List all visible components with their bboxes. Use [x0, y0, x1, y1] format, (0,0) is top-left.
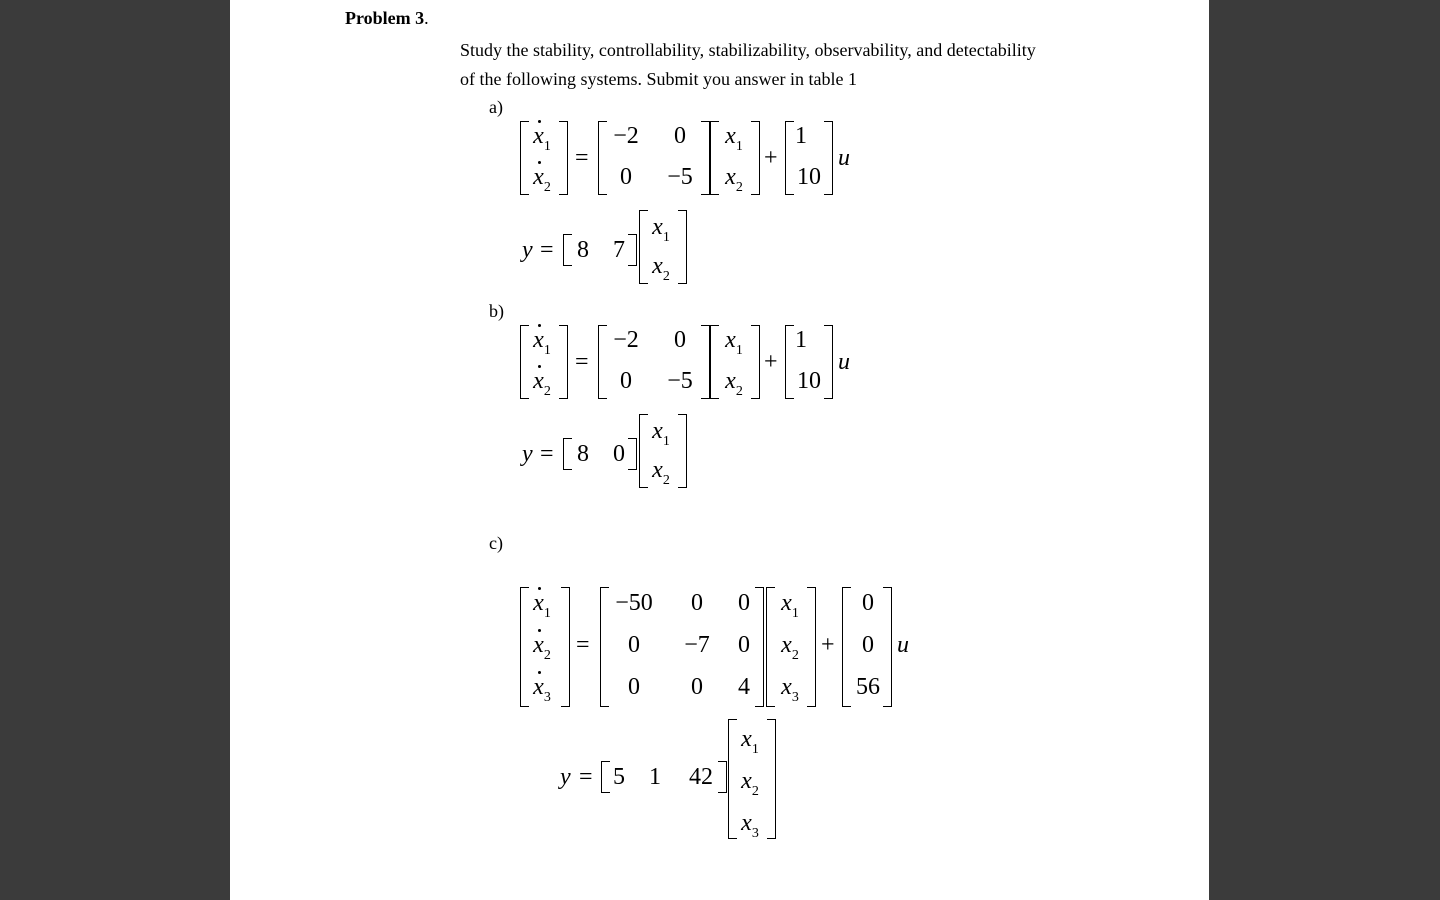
part-a-xdot-2: [502, 165, 582, 193]
part-c-xdot-2: [502, 633, 582, 661]
part-b-equals: =: [575, 349, 589, 375]
part-a-equals: =: [575, 145, 589, 171]
part-b-xdot-1-var: x: [533, 327, 544, 353]
part-b-C-1: 8: [577, 441, 589, 467]
part-b-xdot-1-sub: 1: [543, 343, 551, 358]
part-b-B-1: 1: [795, 327, 807, 353]
part-b-x-2-sub: 2: [735, 384, 743, 399]
part-a-xdot-2-sub: 2: [543, 180, 551, 195]
part-c-y-x-3-sub: 3: [751, 826, 759, 841]
part-c-y-equals: =: [579, 764, 593, 790]
document-page: [230, 0, 1209, 900]
instructions: [460, 36, 1160, 94]
part-c-x-3-var: x: [781, 674, 792, 700]
part-c-x-2-sub: 2: [791, 648, 799, 663]
part-c-C-3: 42: [689, 764, 713, 790]
part-a-y-x-2: [621, 254, 701, 282]
part-a-y-x-vector: [639, 210, 687, 284]
part-a-C-2: 7: [613, 237, 625, 263]
part-c-B-3: 56: [856, 674, 880, 700]
part-c-A-31: 0: [628, 674, 640, 700]
part-a-xdot-2-var: x: [533, 164, 544, 190]
part-b-xdot-vector: [520, 325, 568, 399]
part-c-y-x-1-var: x: [741, 726, 752, 752]
instructions-line-2: of the following systems. Submit you answer in table 1: [460, 69, 857, 89]
part-c-A-11: −50: [615, 590, 653, 616]
part-b-B-vector: [785, 325, 833, 399]
part-b-u: u: [838, 349, 850, 375]
part-c-xdot-3-sub: 3: [543, 690, 551, 705]
part-c-xdot-3-var: x: [533, 674, 544, 700]
part-a-B-2: 10: [797, 164, 821, 190]
part-a-y: y: [522, 237, 533, 263]
part-c-x-1: [750, 591, 830, 619]
part-c-x-3-sub: 3: [791, 690, 799, 705]
part-c-y-x-3: [710, 811, 790, 839]
part-c-A-23: 0: [738, 632, 750, 658]
part-c-u: u: [897, 632, 909, 658]
part-a-A-22: −5: [667, 164, 693, 190]
part-b-xdot-2-sub: 2: [543, 384, 551, 399]
part-b-y-x-vector: [639, 414, 687, 488]
part-c-A-matrix: [600, 587, 764, 707]
part-c-B-2: 0: [862, 632, 874, 658]
part-c-y-x-vector: [728, 719, 776, 839]
part-c-xdot-vector: [520, 587, 570, 707]
part-b-y: y: [522, 441, 533, 467]
part-b-y-equals: =: [540, 441, 554, 467]
part-a-xdot-vector: [520, 121, 568, 195]
part-b-y-x-2-sub: 2: [662, 473, 670, 488]
part-c-xdot-2-sub: 2: [543, 648, 551, 663]
part-c-x-1-var: x: [781, 590, 792, 616]
part-c-y: y: [560, 764, 571, 790]
part-a-y-x-2-sub: 2: [662, 269, 670, 284]
part-c-x-1-sub: 1: [791, 606, 799, 621]
part-c-xdot-2-var: x: [533, 632, 544, 658]
part-b-x-2: [694, 369, 774, 397]
part-a-y-x-1-sub: 1: [662, 230, 670, 245]
part-a-A-21: 0: [620, 164, 632, 190]
part-a-y-equals: =: [540, 237, 554, 263]
part-b-x-vector: [710, 325, 760, 399]
part-b-C-2: 0: [613, 441, 625, 467]
part-b-xdot-2: [502, 369, 582, 397]
part-c-B-1: 0: [862, 590, 874, 616]
part-c-label: c): [489, 533, 503, 553]
part-c-A-13: 0: [738, 590, 750, 616]
part-c-x-2: [750, 633, 830, 661]
part-c-xdot-3: [502, 675, 582, 703]
part-a-x-1-sub: 1: [735, 139, 743, 154]
part-c-x-vector: [766, 587, 816, 707]
part-b-plus: +: [764, 349, 778, 375]
part-a-xdot-1-var: x: [533, 123, 544, 149]
part-b-y-x-1-var: x: [652, 418, 663, 444]
part-c-equals: =: [576, 632, 590, 658]
part-a-y-x-1-var: x: [652, 214, 663, 240]
part-c-C-matrix: [601, 761, 727, 793]
part-c-A-21: 0: [628, 632, 640, 658]
part-b-y-x-2: [621, 458, 701, 486]
part-c-A-12: 0: [691, 590, 703, 616]
part-a-x-2-sub: 2: [735, 180, 743, 195]
part-c-y-x-1-sub: 1: [751, 742, 759, 757]
part-a-B-vector: [785, 121, 833, 195]
part-c-C-1: 5: [613, 764, 625, 790]
part-c-x-2-var: x: [781, 632, 792, 658]
part-c-xdot-1-var: x: [533, 590, 544, 616]
part-b-xdot-1: [502, 328, 582, 356]
part-c-y-x-2-sub: 2: [751, 784, 759, 799]
part-c-plus: +: [821, 632, 835, 658]
part-b-A-12: 0: [674, 327, 686, 353]
part-c-B-vector: [842, 587, 892, 707]
part-a-A-12: 0: [674, 123, 686, 149]
part-b-x-1-var: x: [725, 327, 736, 353]
part-c-A-32: 0: [691, 674, 703, 700]
part-b-y-x-1: [621, 419, 701, 447]
part-b-A-21: 0: [620, 368, 632, 394]
part-c-C-2: 1: [649, 764, 661, 790]
part-b-y-x-1-sub: 1: [662, 434, 670, 449]
part-a-A-11: −2: [613, 123, 639, 149]
part-c-x-3: [750, 675, 830, 703]
part-c-y-x-3-var: x: [741, 810, 752, 836]
part-a-x-2-var: x: [725, 164, 736, 190]
part-b-x-1-sub: 1: [735, 343, 743, 358]
part-a-C-1: 8: [577, 237, 589, 263]
part-a-B-1: 1: [795, 123, 807, 149]
problem-title: Problem 3.: [345, 8, 429, 28]
part-c-y-x-2-var: x: [741, 768, 752, 794]
part-c-y-x-2: [710, 769, 790, 797]
part-b-xdot-2-var: x: [533, 368, 544, 394]
part-a-u: u: [838, 145, 850, 171]
part-a-y-x-2-var: x: [652, 253, 663, 279]
part-a-xdot-1-sub: 1: [543, 139, 551, 154]
part-c-xdot-1-sub: 1: [543, 606, 551, 621]
part-c-y-x-1: [710, 727, 790, 755]
instructions-line-1: Study the stability, controllability, stabilizability, observability, and detectability: [460, 40, 1036, 60]
part-b-A-22: −5: [667, 368, 693, 394]
part-c-A-22: −7: [684, 632, 710, 658]
part-b-x-2-var: x: [725, 368, 736, 394]
part-b-A-11: −2: [613, 327, 639, 353]
part-b-label: b): [489, 301, 504, 321]
part-c-A-33: 4: [738, 674, 750, 700]
part-a-plus: +: [764, 145, 778, 171]
part-c-xdot-1: [502, 591, 582, 619]
part-a-x-1-var: x: [725, 123, 736, 149]
part-a-y-x-1: [621, 215, 701, 243]
part-a-x-2: [694, 165, 774, 193]
part-b-y-x-2-var: x: [652, 457, 663, 483]
part-a-label: a): [489, 97, 503, 117]
part-a-x-vector: [710, 121, 760, 195]
part-b-B-2: 10: [797, 368, 821, 394]
part-a-xdot-1: [502, 124, 582, 152]
